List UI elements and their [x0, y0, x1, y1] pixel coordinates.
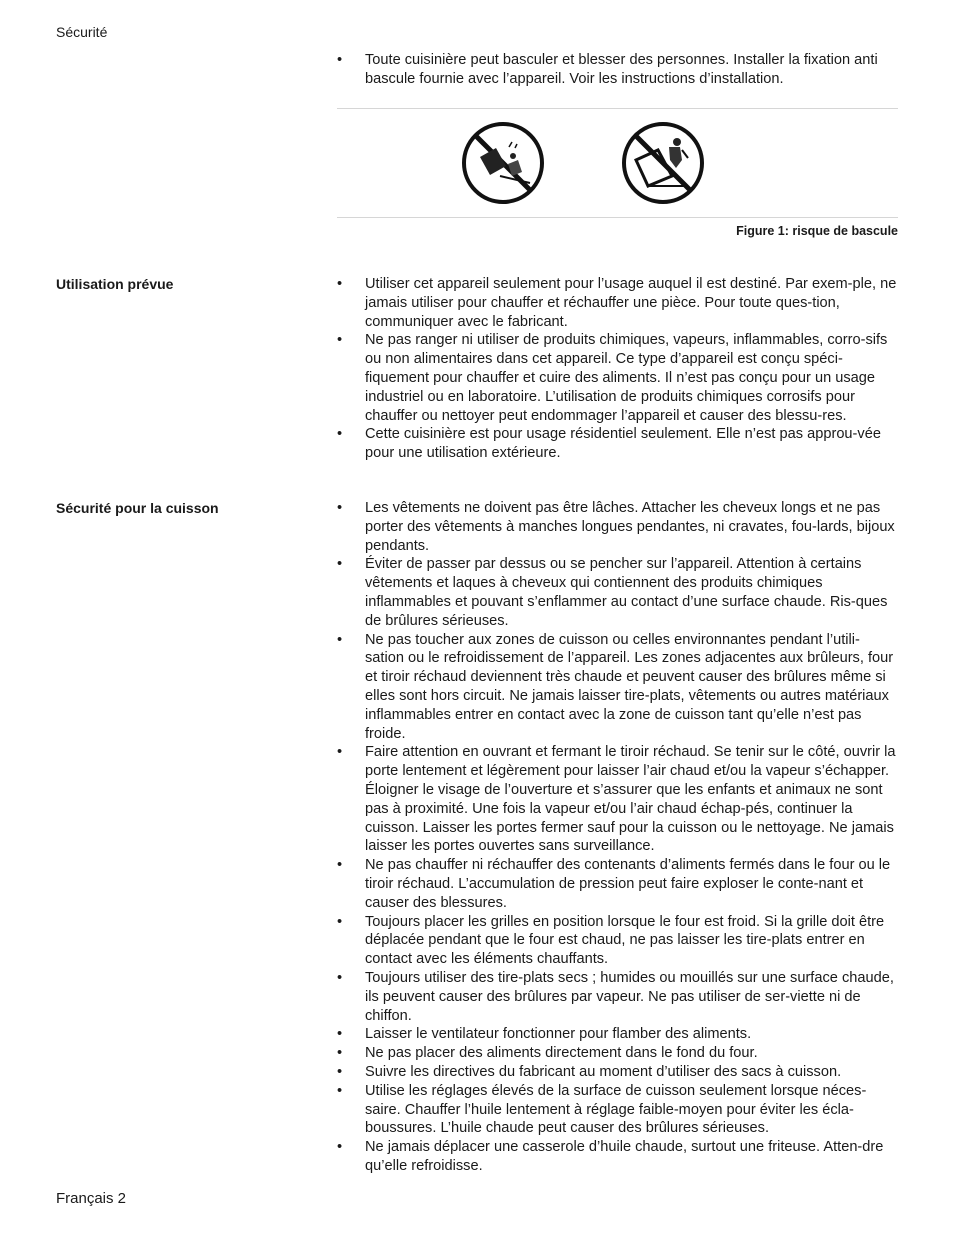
- list-item: [337, 1138, 898, 1176]
- no-climbing-icon: [624, 124, 702, 202]
- bullet-icon: •: [337, 631, 343, 648]
- bullet-icon: •: [337, 332, 343, 349]
- bullet-icon: •: [337, 857, 343, 874]
- list-item: [337, 1044, 898, 1063]
- bullet-icon: •: [337, 1063, 343, 1080]
- list-item: [337, 555, 898, 630]
- list-item: [337, 969, 898, 1025]
- bullet-icon: •: [337, 426, 343, 443]
- section-title-utilisation: Utilisation prévue: [56, 276, 174, 292]
- list-item-text: Toujours placer les grilles en position lorsque le four est froid. Si la grille doit être déplacée pendant que le four est chaud, ne pas laisser les tire-plats entrer en contact avec les éléments chauffants.: [365, 913, 885, 968]
- bullet-icon: •: [337, 52, 343, 68]
- list-item: [337, 1082, 898, 1138]
- list-item-text: Faire attention en ouvrant et fermant le tiroir réchaud. Se tenir sur le côté, ouvrir la porte lentement et légèrement pour laisser l’air chaud et/ou la vapeur s’échapper. Éloigner le visage de l’ouverture et s’assurer que les enfants et animaux ne sont pas à proximité. Une fois la vapeur et/ou l’air chaud échap-pés, continuer la cuisson. Laisser les portes fermer sauf pour la cuisson ou le nettoyage. Ne jamais laisser les portes ouvertes sans surveillance.: [365, 744, 896, 855]
- page-footer: Français 2: [56, 1190, 127, 1207]
- list-item-text: Ne jamais déplacer une casserole d’huile chaude, surtout une friteuse. Atten-dre qu’elle refroidisse.: [365, 1139, 884, 1174]
- bullet-icon: •: [337, 913, 343, 930]
- list-item-text: Utiliser cet appareil seulement pour l’usage auquel il est destiné. Par exem-ple, ne jamais utiliser pour chauffer et réchauffer une pièce. Pour toute ques-tion, communiquer avec le fabricant.: [365, 276, 897, 330]
- divider: [337, 108, 898, 109]
- bullet-icon: •: [337, 744, 343, 761]
- divider: [337, 217, 898, 218]
- list-item-text: Ne pas placer des aliments directement dans le fond du four.: [365, 1045, 758, 1062]
- bullet-icon: •: [337, 556, 343, 573]
- intro-list: [337, 51, 898, 89]
- bullet-icon: •: [337, 276, 343, 292]
- bullet-icon: •: [337, 1026, 343, 1043]
- list-item: [337, 425, 898, 463]
- section-title-securite-cuisson: Sécurité pour la cuisson: [56, 500, 219, 516]
- section-list-securite-cuisson: [337, 499, 898, 1176]
- list-item: [337, 913, 898, 969]
- list-item-text: Toujours utiliser des tire-plats secs ; humides ou mouillés sur une surface chaude, ils peuvent causer des brûlures par vapeur. Ne pas utiliser de ser-viette ni de chiffon.: [365, 969, 894, 1024]
- list-item: [337, 1025, 898, 1044]
- list-item: [337, 499, 898, 555]
- list-item: [337, 856, 898, 912]
- page-header: Sécurité: [56, 24, 108, 40]
- list-item: [337, 275, 898, 331]
- list-item: [337, 743, 898, 856]
- list-item-text: Éviter de passer par dessus ou se pencher sur l’appareil. Attention à certains vêtements et laques à cheveux qui contiennent des produits chimiques inflammables et pouvant s’enflammer au contact d’une surface chaude. Ris-ques de brûlures sérieuses.: [365, 556, 888, 629]
- list-item: [337, 51, 898, 89]
- no-tipping-icon: [464, 124, 542, 202]
- list-item-text: Utilise les réglages élevés de la surface de cuisson seulement lorsque néces-saire. Chauffer l’huile lentement à réglage faible-moyen pour éviter les écla-boussures. L’huile chaude peut causer des brûlures sérieuses.: [365, 1082, 867, 1137]
- bullet-icon: •: [337, 1139, 343, 1156]
- list-item-text: Ne pas chauffer ni réchauffer des contenants d’aliments fermés dans le four ou le tiroir réchaud. L’accumulation de pression peut faire exploser le conte-nant et causer des blessures.: [365, 857, 891, 911]
- list-item-text: Cette cuisinière est pour usage résidentiel seulement. Elle n’est pas approu-vée pour une utilisation extérieure.: [365, 426, 881, 462]
- list-item: [337, 331, 898, 425]
- figure-icons: [460, 120, 706, 206]
- list-item: [337, 1063, 898, 1082]
- bullet-icon: •: [337, 1045, 343, 1062]
- section-list-utilisation: [337, 275, 898, 463]
- list-item-text: Ne pas ranger ni utiliser de produits chimiques, vapeurs, inflammables, corro-sifs ou non alimentaires dans cet appareil. Ce type d’appareil est conçu spéci-fiquement pour chauffer et cuire des aliments. Il n’est pas conçu pour un usage industriel ou en laboratoire. L’utilisation de produits chimiques corrosifs pour chauffer ou nettoyer peut endommager l’appareil et causer des blessu-res.: [365, 332, 888, 424]
- figure-caption: Figure 1: risque de bascule: [736, 224, 898, 238]
- list-item-text: Les vêtements ne doivent pas être lâches. Attacher les cheveux longs et ne pas porter des vêtements à manches longues pendantes, ni cravates, fou-lards, bijoux pendants.: [365, 500, 895, 554]
- bullet-icon: •: [337, 969, 343, 986]
- list-item-text: Laisser le ventilateur fonctionner pour flamber des aliments.: [365, 1026, 752, 1043]
- list-item-text: Ne pas toucher aux zones de cuisson ou celles environnantes pendant l’utili-sation ou le refroidissement de l’appareil. Les zones adjacentes aux brûleurs, four et tiroir réchaud deviennent très chaude et peuvent causer des brûlures même si elles sont hors circuit. Ne jamais laisser tire-plats, vêtements ou autres matériaux inflammables entrer en contact avec la zone de cuisson tant qu’elle n’est pas froide.: [365, 631, 894, 742]
- list-item-text: Suivre les directives du fabricant au moment d’utiliser des sacs à cuisson.: [365, 1063, 842, 1080]
- bullet-icon: •: [337, 500, 343, 516]
- list-item: [337, 631, 898, 744]
- list-item-text: Toute cuisinière peut basculer et blesser des personnes. Installer la fixation anti bascule fournie avec l’appareil. Voir les instructions d’installation.: [365, 52, 878, 87]
- bullet-icon: •: [337, 1082, 343, 1099]
